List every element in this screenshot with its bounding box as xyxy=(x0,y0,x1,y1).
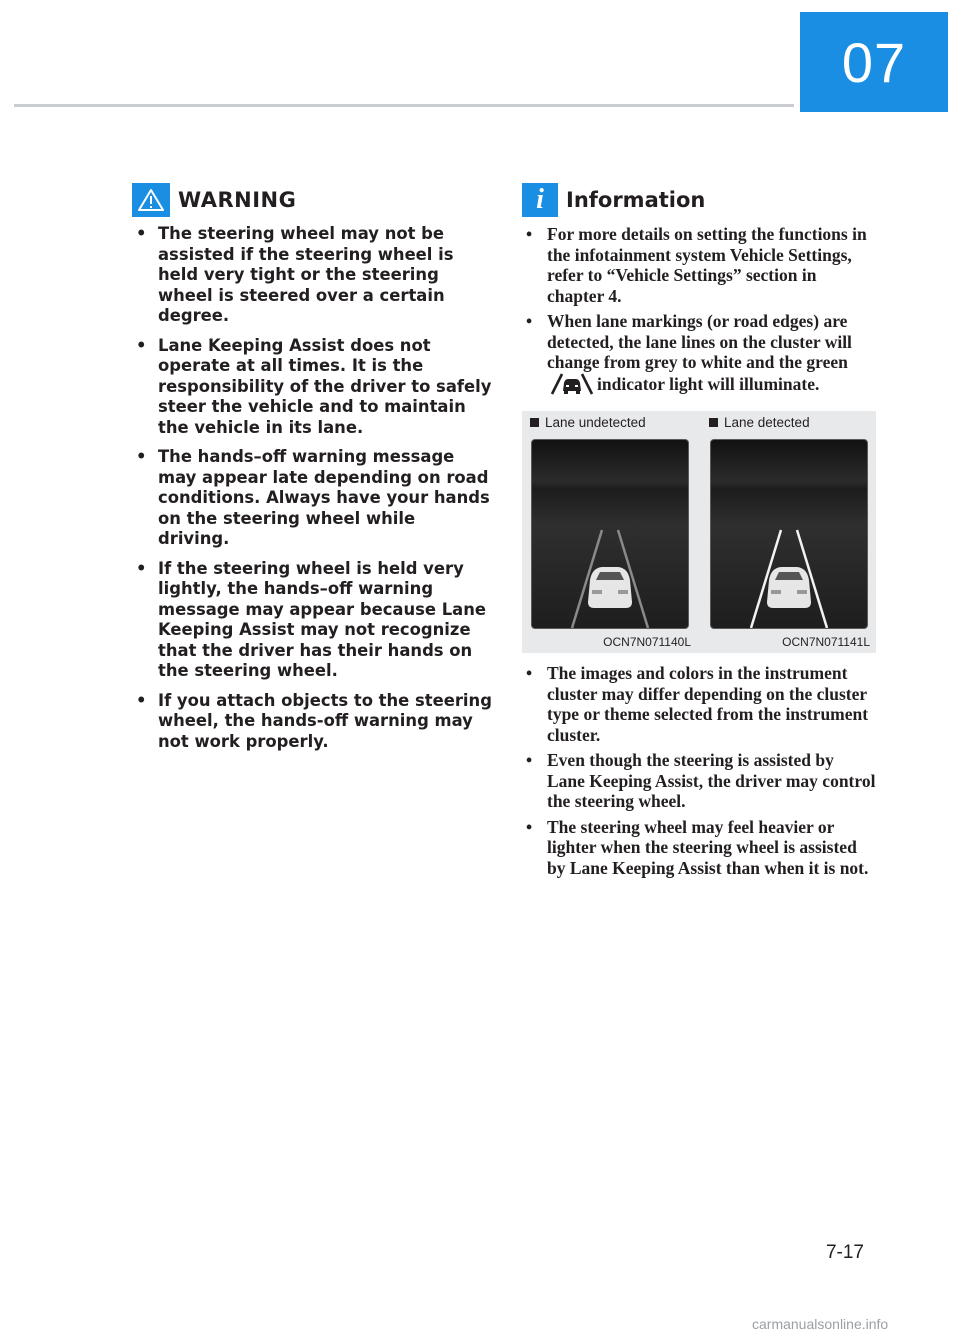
warning-section xyxy=(132,182,492,761)
figure-code: OCN7N071140L xyxy=(603,635,691,649)
list-item: • The steering wheel may not be assisted if the steering wheel is held very tight or the steering wheel is steered over a certain degree. xyxy=(136,224,454,325)
watermark: carmanualsonline.info xyxy=(752,1316,889,1332)
list-item: • Even though the steering is assisted by Lane Keeping Assist, the driver may control the steering wheel. xyxy=(526,750,876,811)
warning-header xyxy=(132,182,492,218)
information-header xyxy=(522,182,876,218)
list-item: • If you attach objects to the steering wheel, the hands-off warning may not work properly. xyxy=(136,690,492,751)
list-item: • The images and colors in the instrument cluster may differ depending on the cluster type or theme selected from the instrument cluster. xyxy=(526,663,869,745)
page-number: 7-17 xyxy=(825,1242,864,1263)
lane-figure xyxy=(522,411,876,653)
warning-list xyxy=(132,224,492,752)
figure-label: Lane detected xyxy=(709,415,810,430)
list-item: • The steering wheel may feel heavier or lighter when the steering wheel is assisted by Lane Keeping Assist than when it is not. xyxy=(526,816,869,878)
cluster-screen xyxy=(710,439,868,629)
figure-label: Lane undetected xyxy=(530,415,646,430)
cluster-screen xyxy=(531,439,689,629)
info-icon: i xyxy=(522,183,558,217)
warning-triangle-icon xyxy=(132,183,170,217)
figure-code: OCN7N071141L xyxy=(782,635,870,649)
header-rule xyxy=(14,104,794,107)
list-item: • When lane markings (or road edges) are detected, the lane lines on the cluster will change from grey to white and the greenindicator light will illuminate. xyxy=(522,311,876,399)
car-icon xyxy=(767,567,811,608)
lane-keeping-indicator-icon xyxy=(550,373,594,400)
figure-lane-undetected xyxy=(522,411,697,653)
list-item: • If the steering wheel is held very lightly, the hands–off warning message may appear because Lane Keeping Assist may not recognize that the driver has their hands on the steering wheel. xyxy=(136,558,487,680)
information-section xyxy=(522,182,876,883)
warning-title: WARNING xyxy=(178,188,297,212)
information-title: Information xyxy=(566,188,706,212)
figure-lane-detected xyxy=(701,411,876,653)
car-icon xyxy=(588,567,632,608)
list-item: • For more details on setting the functions in the infotainment system Vehicle Settings, refer to “Vehicle Settings” section in chapter 4. xyxy=(526,224,867,306)
information-list-top xyxy=(522,224,876,399)
information-list-bottom xyxy=(522,663,876,878)
chapter-tab: 07 xyxy=(800,12,948,112)
list-item: • The hands–off warning message may appear late depending on road conditions. Always have your hands on the steering wheel while driving. xyxy=(136,447,490,548)
list-item: • Lane Keeping Assist does not operate at all times. It is the responsibility of the driver to safely steer the vehicle and to maintain the vehicle in its lane. xyxy=(136,335,492,437)
